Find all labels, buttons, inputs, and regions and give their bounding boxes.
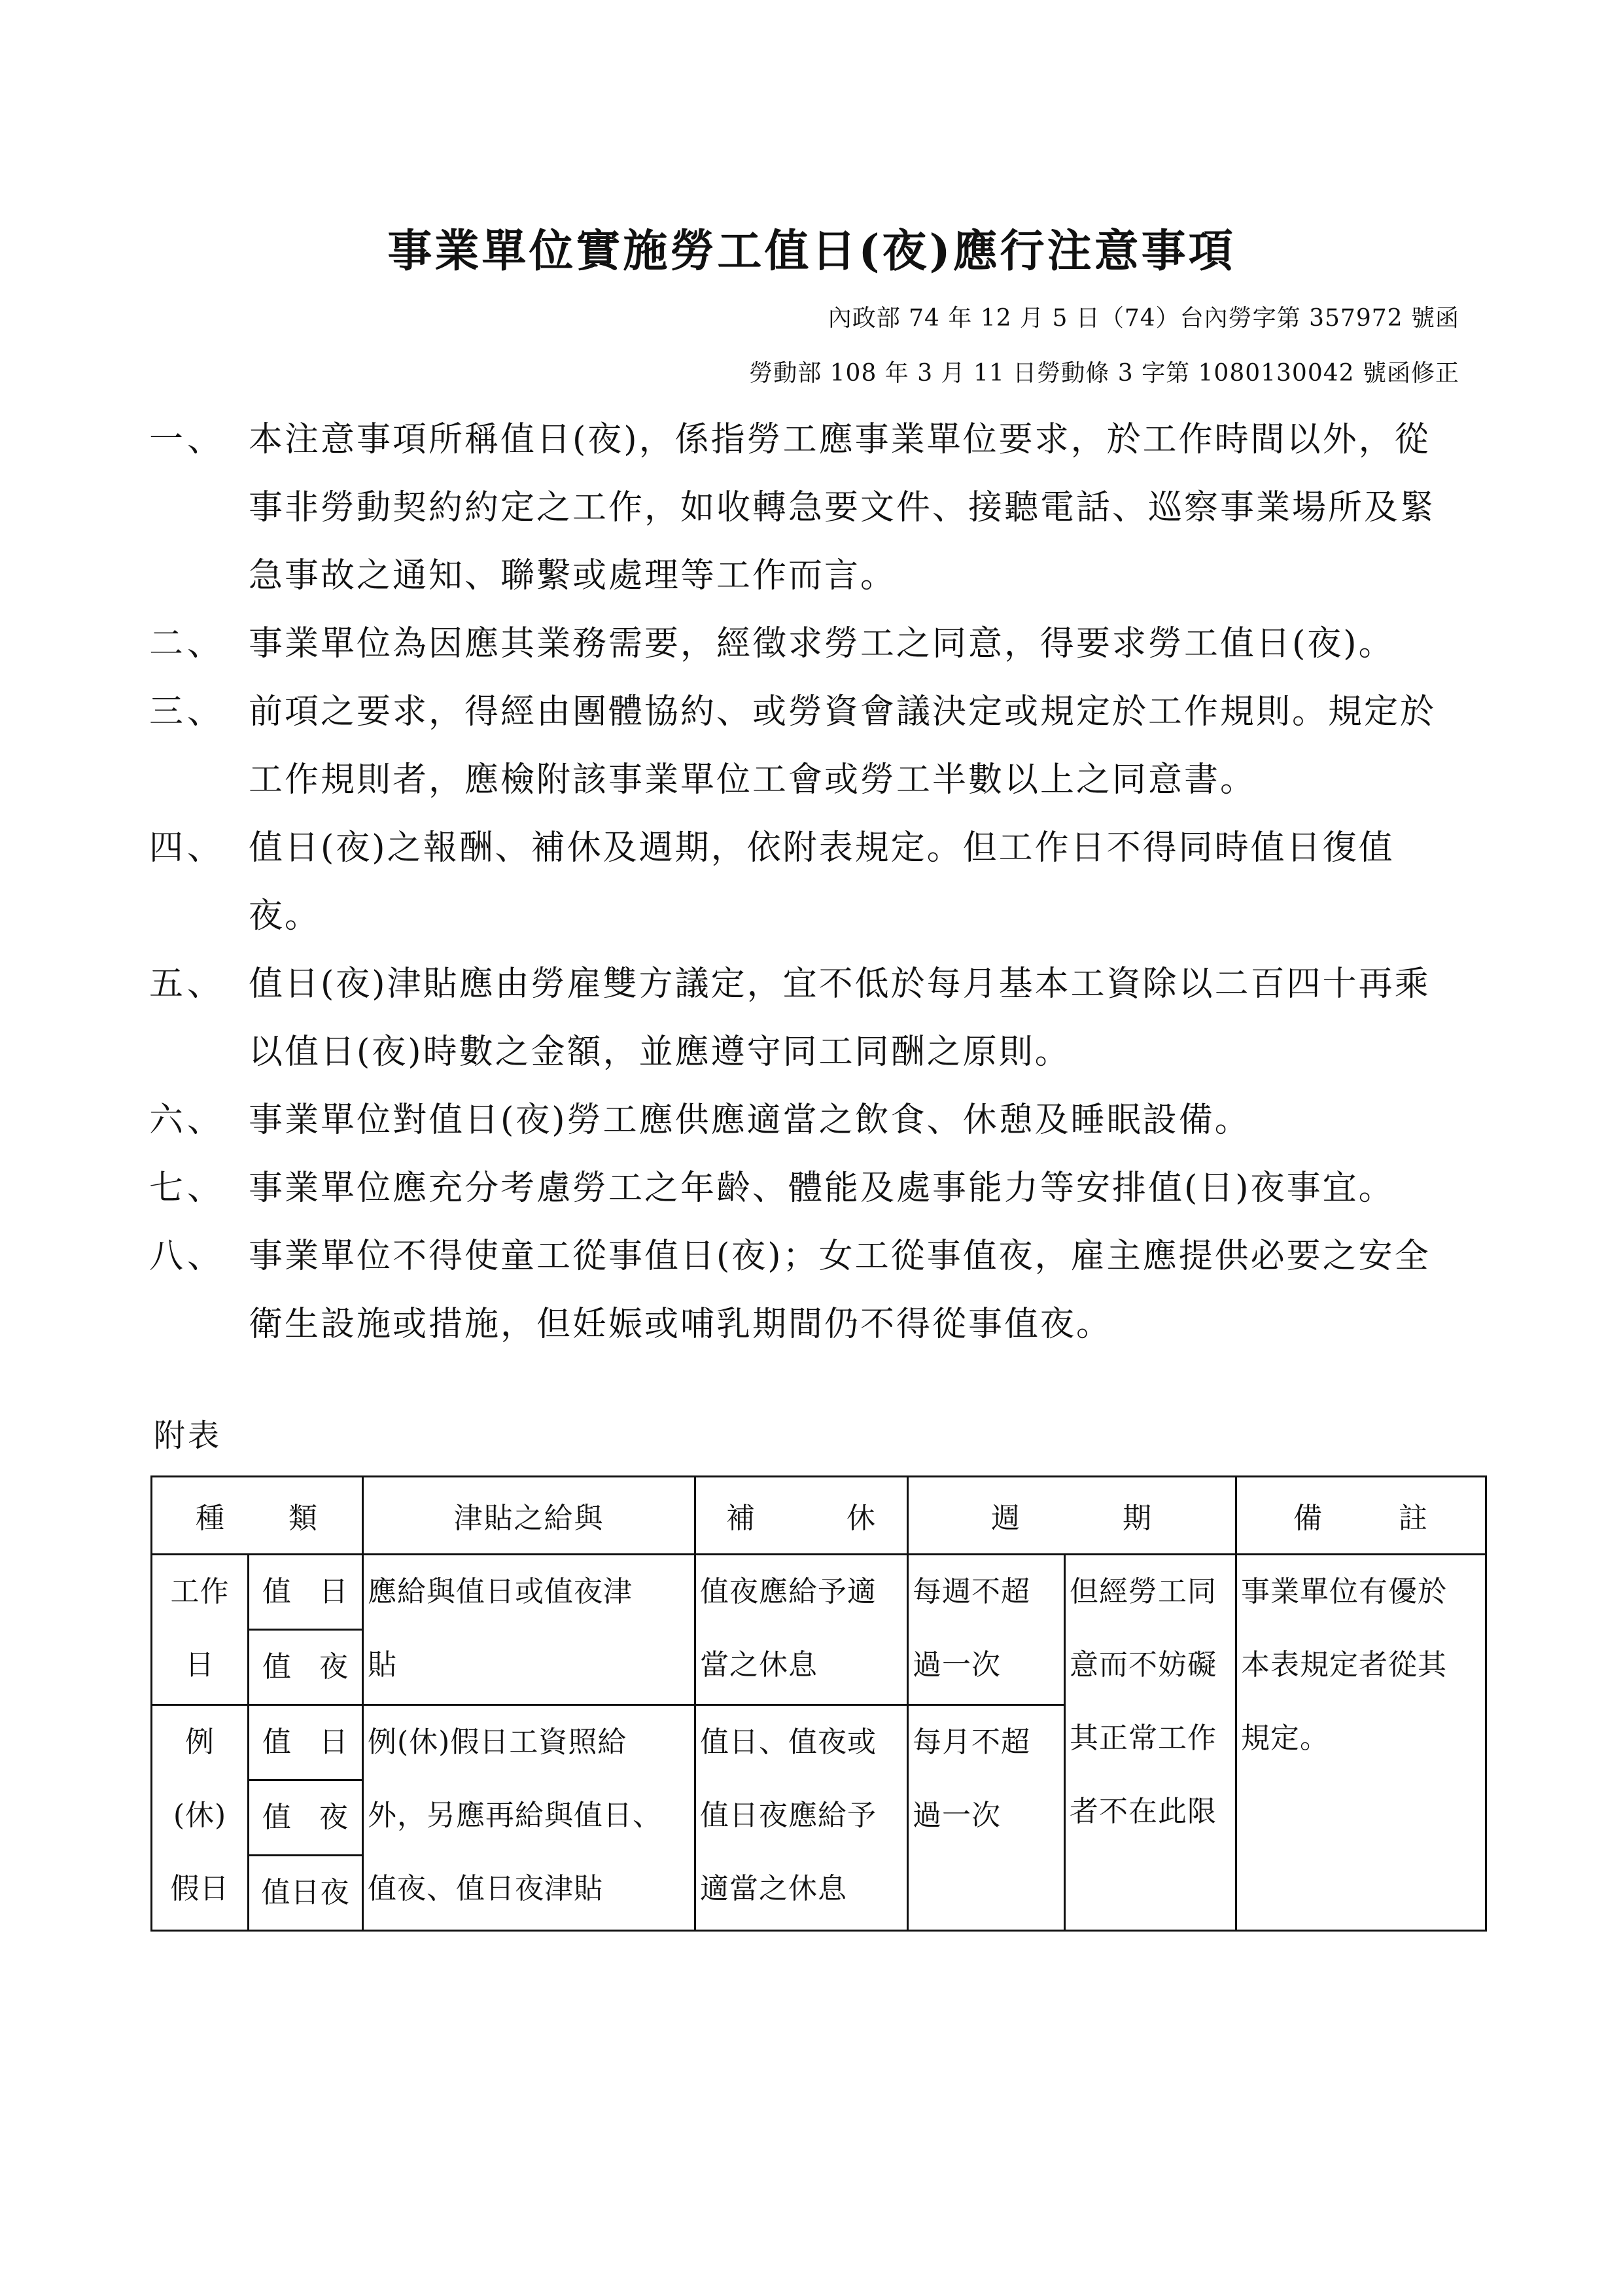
- header-type: [152, 1477, 363, 1555]
- holiday-cycle: [908, 1705, 1065, 1931]
- list-item: [149, 950, 1464, 1086]
- header-comp-char-1: 補: [726, 1502, 756, 1535]
- cycle-exception: [1065, 1555, 1236, 1931]
- item-text: 事業單位不得使童工從事值日(夜)；女工從事值夜，雇主應提供必要之安全衛生設施或措施，但妊娠或哺乳期間仍不得從事值夜。: [249, 1237, 1431, 1344]
- holiday-comp-line-2: 值日夜應給予: [700, 1799, 877, 1832]
- holiday-allowance: [363, 1705, 695, 1931]
- category-holiday: [152, 1705, 249, 1931]
- item-text: 前項之要求，得經由團體協約、或勞資會議決定或規定於工作規則。規定於工作規則者，應檢附該事業單位工會或勞工半數以上之同意書。: [249, 692, 1437, 800]
- item-text: 值日(夜)津貼應由勞雇雙方議定，宜不低於每月基本工資除以二百四十再乘以值日(夜)時數之金額，並應遵守同工同酬之原則。: [249, 964, 1431, 1072]
- cycle-exception-line-4: 者不在此限: [1070, 1795, 1217, 1828]
- item-number: 四、: [149, 828, 226, 868]
- header-remark-char-1: 備: [1293, 1502, 1323, 1535]
- list-item: [149, 814, 1464, 950]
- category-holiday-line-3: 假日: [170, 1872, 230, 1905]
- sub-type-char-2: 日: [319, 1725, 349, 1759]
- holiday-allowance-line-2: 外，另應再給與值日、: [368, 1799, 662, 1832]
- header-type-char-1: 種: [196, 1502, 226, 1535]
- workday-cycle: [908, 1555, 1065, 1705]
- sub-type-char-1: 值: [262, 1725, 292, 1759]
- provisions-list: [149, 406, 1464, 1358]
- workday-allowance-line-2: 貼: [368, 1648, 397, 1682]
- reference-line-2: 勞動部 108 年 3 月 11 日勞動條 3 字第 1080130042 號函修正: [749, 360, 1459, 387]
- sub-type-char-1: 值: [262, 1650, 292, 1684]
- header-remark: [1236, 1477, 1486, 1555]
- remark-line-2: 本表規定者從其: [1241, 1648, 1447, 1682]
- header-allowance: 津貼之給與: [363, 1477, 695, 1555]
- header-remark-char-2: 註: [1399, 1502, 1429, 1535]
- sub-type-char-1: 值: [262, 1575, 292, 1608]
- remark-cell: [1236, 1555, 1486, 1931]
- sub-type-day: [249, 1555, 363, 1630]
- item-text: 本注意事項所稱值日(夜)，係指勞工應事業單位要求，於工作時間以外，從事非勞動契約約定之工作，如收轉急要文件、接聽電話、巡察事業場所及緊急事故之通知、聯繫或處理等工作而言。: [249, 420, 1437, 595]
- table-header-row: [152, 1477, 1486, 1555]
- holiday-comp-line-3: 適當之休息: [700, 1872, 847, 1905]
- header-cycle-char-1: 週: [991, 1502, 1021, 1535]
- workday-comp-line-2: 當之休息: [700, 1648, 818, 1682]
- workday-comp-line-1: 值夜應給予適: [700, 1575, 877, 1608]
- holiday-cycle-line-1: 每月不超: [913, 1725, 1030, 1759]
- sub-type-day: [249, 1705, 363, 1780]
- sub-type-char-1: 值: [262, 1801, 292, 1834]
- category-workday: [152, 1555, 249, 1705]
- cycle-exception-line-3: 其正常工作: [1070, 1722, 1217, 1755]
- workday-comp: [695, 1555, 908, 1705]
- sub-type-char-2: 夜: [319, 1801, 349, 1834]
- item-number: 八、: [149, 1237, 226, 1276]
- header-cycle-char-2: 期: [1123, 1502, 1153, 1535]
- item-text: 值日(夜)之報酬、補休及週期，依附表規定。但工作日不得同時值日復值夜。: [249, 828, 1395, 936]
- category-holiday-line-2: (休): [173, 1799, 227, 1832]
- workday-allowance-line-1: 應給與值日或值夜津: [368, 1575, 633, 1608]
- item-number: 三、: [149, 692, 226, 732]
- holiday-allowance-line-3: 值夜、值日夜津貼: [368, 1872, 603, 1905]
- document-title: 事業單位實施勞工值日(夜)應行注意事項: [387, 225, 1236, 277]
- cycle-exception-line-1: 但經勞工同: [1070, 1575, 1217, 1608]
- holiday-cycle-line-2: 過一次: [913, 1799, 1001, 1832]
- item-number: 五、: [149, 964, 226, 1004]
- sub-type-night: [249, 1630, 363, 1705]
- header-cycle: [908, 1477, 1236, 1555]
- category-workday-line-2: 日: [185, 1648, 215, 1682]
- item-text: 事業單位應充分考慮勞工之年齡、體能及處事能力等安排值(日)夜事宜。: [249, 1169, 1395, 1208]
- list-item: [149, 1222, 1464, 1358]
- sub-type-char-2: 日: [319, 1575, 349, 1608]
- workday-cycle-line-1: 每週不超: [913, 1575, 1030, 1608]
- workday-allowance: [363, 1555, 695, 1705]
- appendix-label: 附表: [154, 1417, 222, 1454]
- sub-type-night: [249, 1780, 363, 1856]
- sub-type-day-night: 值日夜: [249, 1856, 363, 1931]
- item-text: 事業單位為因應其業務需要，經徵求勞工之同意，得要求勞工值日(夜)。: [249, 624, 1395, 663]
- header-comp: [695, 1477, 908, 1555]
- holiday-comp-line-1: 值日、值夜或: [700, 1725, 877, 1759]
- cycle-exception-line-2: 意而不妨礙: [1070, 1648, 1217, 1682]
- list-item: [149, 610, 1464, 678]
- category-holiday-line-1: 例: [185, 1725, 215, 1759]
- remark-line-3: 規定。: [1241, 1722, 1329, 1755]
- list-item: [149, 678, 1464, 814]
- sub-type-char-2: 夜: [319, 1650, 349, 1684]
- category-workday-line-1: 工作: [170, 1575, 230, 1608]
- header-comp-char-2: 休: [846, 1502, 877, 1535]
- item-number: 七、: [149, 1169, 226, 1208]
- workday-cycle-line-2: 過一次: [913, 1648, 1001, 1682]
- table-row: [152, 1555, 1486, 1630]
- appendix-table: [150, 1475, 1487, 1932]
- header-type-char-2: 類: [288, 1502, 319, 1535]
- holiday-allowance-line-1: 例(休)假日工資照給: [368, 1725, 627, 1759]
- item-number: 二、: [149, 624, 226, 663]
- list-item: [149, 1086, 1464, 1154]
- reference-line-1: 內政部 74 年 12 月 5 日（74）台內勞字第 357972 號函: [828, 305, 1459, 332]
- item-number: 一、: [149, 420, 226, 459]
- list-item: [149, 1154, 1464, 1222]
- remark-line-1: 事業單位有優於: [1241, 1575, 1447, 1608]
- holiday-comp: [695, 1705, 908, 1931]
- list-item: [149, 406, 1464, 610]
- item-text: 事業單位對值日(夜)勞工應供應適當之飲食、休憩及睡眠設備。: [249, 1101, 1251, 1140]
- item-number: 六、: [149, 1101, 226, 1140]
